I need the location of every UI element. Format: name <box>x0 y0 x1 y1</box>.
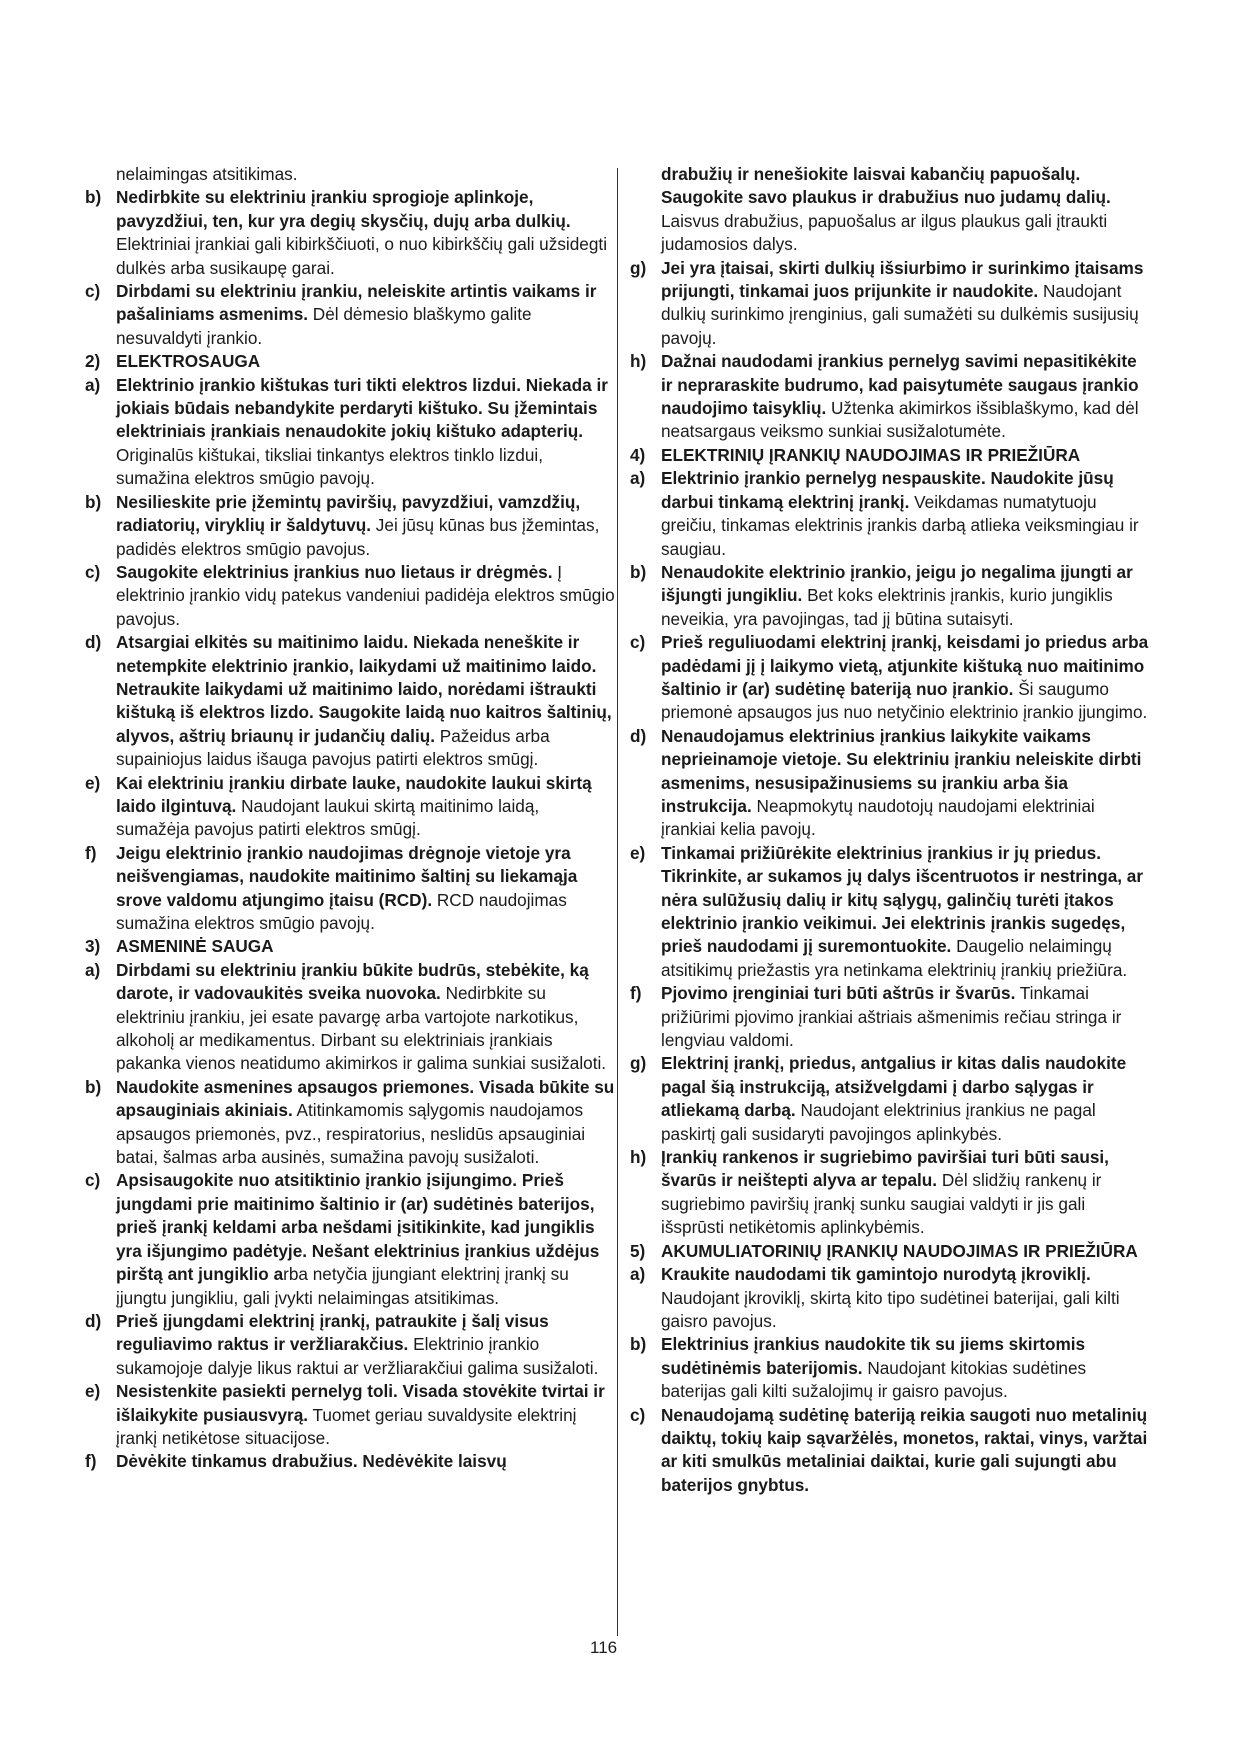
list-item <box>85 772 615 842</box>
item-label: d) <box>85 632 102 653</box>
list-item <box>85 1380 615 1450</box>
item-text: Elektrinio įrankio sukamojoje dalyje likus raktui ar veržliarakčiui galima susižaloti. <box>116 1334 599 1378</box>
list-item <box>85 842 615 936</box>
item-bold-text: Dėvėkite tinkamus drabužius. Nedėvėkite laisvų <box>116 1451 507 1472</box>
item-label: e) <box>85 1381 101 1402</box>
section-3-items-cont <box>630 257 1150 444</box>
item-label: c) <box>85 561 101 582</box>
item-label: b) <box>630 1334 647 1355</box>
item-text: Originalūs kištukai, tiksliai tinkantys elektros tinklo lizdui, sumažina elektros smūgio pavojų. <box>116 444 543 489</box>
item-label: c) <box>85 281 101 302</box>
item-text: Naudojant dulkių surinkimo įrenginius, gali sumažėti su dulkėmis susijusių pavojų. <box>661 281 1139 348</box>
section-5-heading: 5) AKUMULIATORINIŲ ĮRANKIŲ NAUDOJIMAS IR PRIEŽIŪRA <box>630 1240 1138 1261</box>
item-text: Bet koks elektrinis įrankis, kurio jungiklis neveikia, yra pavojingas, tad jį būtina sutaisyti. <box>661 585 1113 629</box>
item-label: d) <box>630 725 647 746</box>
item-label: c) <box>630 1404 646 1425</box>
column-divider <box>617 168 618 1636</box>
item-bold-text: Nedirbkite su elektriniu įrankiu sprogioje aplinkoje, pavyzdžiui, ten, kur yra degių skysčių, dujų arba dulkių. <box>116 187 571 231</box>
list-item <box>85 280 615 350</box>
item-label: h) <box>630 351 647 372</box>
list-item <box>85 1310 615 1380</box>
item-text: Naudojant įkroviklį, skirtą kito tipo sudėtinei baterijai, gali kilti gaisro pavojus. <box>661 1287 1120 1331</box>
item-text: Tuomet geriau suvaldysite elektrinį įrankį netikėtose situacijose. <box>116 1404 577 1448</box>
section-4-heading: 4) ELEKTRINIŲ ĮRANKIŲ NAUDOJIMAS IR PRIEŽIŪRA <box>630 444 1081 465</box>
list-item <box>630 467 1150 561</box>
list-item <box>630 725 1150 842</box>
item-bold-text: Atsargiai elkitės su maitinimo laidu. Niekada neneškite ir netempkite elektrinio įrankio, laikydami už maitinimo laido. Netraukite laikydami už maitinimo laido, norėdami ištraukti kištuką iš elektros lizdo. Saugokite laidą nuo kaitros šaltinių, alyvos, aštrių briaunų ir judančių dalių. <box>116 632 612 746</box>
left-column <box>85 163 615 1474</box>
list-item <box>85 631 615 771</box>
item-label: f) <box>85 1451 97 1472</box>
item-label: e) <box>630 842 646 863</box>
item-text: Naudojant laukui skirtą maitinimo laidą, sumažėja pavojus patirti elektros smūgį. <box>116 795 540 840</box>
item-text: Ši saugumo priemonė apsaugos jus nuo netyčinio elektrinio įrankio įjungimo. <box>661 678 1148 723</box>
item-label: f) <box>630 983 642 1004</box>
list-item <box>630 1263 1150 1333</box>
item-text: Jei jūsų kūnas bus įžemintas, padidės elektros smūgio pavojus. <box>116 515 600 559</box>
item-label: f) <box>85 842 97 863</box>
continued-text: drabužių ir nenešiokite laisvai kabančių papuošalų. Saugokite savo plaukus ir drabužius nuo judamų dalių. Laisvus drabužius, papuošalus ar ilgus plaukus gali įtraukti judamosios dalys. <box>661 164 1111 255</box>
item-text: Dėl slidžių rankenų ir sugriebimo paviršių įrankį sunku saugiai valdyti ir jis gali išsprūsti netikėtomis aplinkybėmis. <box>661 1170 1102 1238</box>
item-text: Užtenka akimirkos išsiblaškymo, kad dėl neatsargaus veiksmo sunkiai susižalotumėte. <box>661 398 1139 442</box>
item-text: Neapmokytų naudotojų naudojami elektriniai įrankiai kelia pavojų. <box>661 795 1095 840</box>
right-column <box>630 163 1150 1497</box>
item-bold-text: Pjovimo įrenginiai turi būti aštrūs ir švarūs. <box>661 983 1016 1004</box>
item-text: RCD naudojimas sumažina elektros smūgio pavojų. <box>116 889 567 933</box>
list-item <box>630 982 1150 1052</box>
item-bold-text: Kraukite naudodami tik gamintojo nurodytą įkroviklį. <box>661 1264 1091 1285</box>
item-bold-text: Nesistenkite pasiekti pernelyg toli. Visada stovėkite tvirtai ir išlaikykite pusiausvyrą. <box>116 1381 605 1425</box>
item-text: Naudojant elektrinius įrankius ne pagal paskirtį gali susidaryti pavojingos aplinkybės. <box>661 1100 1096 1144</box>
item-text: Elektriniai įrankiai gali kibirkščiuoti, o nuo kibirkščių gali užsidegti dulkės arba susikaupę garai. <box>116 234 608 278</box>
item-bold-text: Dirbdami su elektriniu įrankiu būkite budrūs, stebėkite, ką darote, ir vadovaukitės sveika nuovoka. <box>116 959 589 1004</box>
item-text: Tinkamai prižiūrimi pjovimo įrankiai aštriais ašmenimis rečiau stringa ir lengviau valdomi. <box>661 983 1122 1051</box>
item-bold-text: Elektrinius įrankius naudokite tik su jiems skirtomis sudėtinėmis baterijomis. <box>661 1334 1086 1378</box>
item-bold-text: Naudokite asmenines apsaugos priemones. Visada būkite su apsauginiais akiniais. <box>116 1076 615 1121</box>
list-item <box>85 491 615 561</box>
item-bold-text: Nesilieskite prie įžemintų paviršių, pavyzdžiui, vamzdžių, radiatorių, viryklių ir šaldytuvų. <box>116 491 581 536</box>
section-2-items <box>85 374 615 936</box>
section-3-items <box>85 959 615 1474</box>
item-text: Nedirbkite su elektriniu įrankiu, jei esate pavargę arba vartojote narkotikus, alkoholį ar medikamentus. Dirbant su elektriniais įrankiais pakanka vienos neatidumo akimirkos ir galima sunkiai susižaloti. <box>116 983 607 1074</box>
section-1-items <box>85 186 615 350</box>
item-text: Daugelio nelaimingų atsitikimų priežastis yra netinkama elektrinių įrankių priežiūra. <box>661 936 1128 980</box>
item-bold-text: Elektrinį įrankį, priedus, antgalius ir kitas dalis naudokite pagal šią instrukciją, atsižvelgdami į darbo sąlygas ir atliekamą darbą. <box>661 1053 1127 1121</box>
item-bold-text: Nenaudojamus elektrinius įrankius laikykite vaikams neprieinamoje vietoje. Su elektriniu įrankiu neleiskite dirbti asmenims, nesusipažinusiems su įrankiu arba šia instrukcija. <box>661 725 1142 816</box>
item-bold-text: Nenaudokite elektrinio įrankio, jeigu jo negalima įjungti ar išjungti jungikliu. <box>661 561 1133 606</box>
item-text: Naudojant kitokias sudėtines baterijas gali kilti sužalojimų ir gaisro pavojus. <box>661 1357 1087 1402</box>
list-item <box>630 561 1150 631</box>
item-label: d) <box>85 1310 102 1331</box>
item-bold-text: Prieš reguliuodami elektrinį įrankį, keisdami jo priedus arba padėdami jį į laikymo vietą, atjunkite kištuką nuo maitinimo šaltinio ir (ar) sudėtinę bateriją nuo įrankio. <box>661 632 1149 699</box>
list-item <box>85 959 615 1076</box>
item-bold-text: Jeigu elektrinio įrankio naudojimas drėgnoje vietoje yra neišvengiamas, naudokite maitinimo šaltinį su liekamąja srove valdomu atjungimo įtaisu (RCD). <box>116 842 578 910</box>
item-label: a) <box>85 374 101 395</box>
item-bold-text: Nenaudojamą sudėtinę bateriją reikia saugoti nuo metalinių daiktų, tokių kaip sąvaržėlės, monetos, raktai, vinys, varžtai ar kiti smulkūs metaliniai daiktai, kurie gali sujungti abu baterijos gnybtus. <box>661 1404 1148 1495</box>
list-item <box>630 1333 1150 1403</box>
section-2-heading: 2) ELEKTROSAUGA <box>85 351 261 372</box>
list-item <box>85 374 615 491</box>
section-3-heading: 3) ASMENINĖ SAUGA <box>85 936 274 957</box>
list-item <box>630 1146 1150 1240</box>
item-label: a) <box>630 468 646 489</box>
item-text: Dėl dėmesio blaškymo galite nesuvaldyti įrankio. <box>116 304 532 348</box>
list-item <box>85 186 615 280</box>
item-label: g) <box>630 1053 647 1074</box>
item-label: a) <box>85 959 101 980</box>
item-text: rba netyčia įjungiant elektrinį įrankį su įjungtu jungikliu, gali įvykti nelaimingas atsitikimas. <box>116 1264 569 1308</box>
list-item <box>85 561 615 631</box>
section-4-items <box>630 467 1150 1239</box>
item-bold-text: Dažnai naudodami įrankius pernelyg savimi nepasitikėkite ir nepraraskite budrumo, kad paisytumėte saugaus įrankio naudojimo taisyklių. <box>661 351 1139 419</box>
list-item <box>630 350 1150 444</box>
item-bold-text: Tinkamai prižiūrėkite elektrinius įrankius ir jų priedus. Tikrinkite, ar sukamos jų dalys išcentruotos ir nestringa, ar nėra sulūžusių dalių ir kitų sąlygų, galinčių turėti įtakos elektrinio įrankio veikimui. Jei elektrinis įrankis sugedęs, prieš naudodami jį suremontuokite. <box>661 842 1144 957</box>
item-label: h) <box>630 1147 647 1168</box>
list-item <box>85 1169 615 1309</box>
item-bold-text: Kai elektriniu įrankiu dirbate lauke, naudokite laukui skirtą laido ilgintuvą. <box>116 772 592 816</box>
item-label: g) <box>630 257 647 278</box>
item-label: e) <box>85 772 101 793</box>
item-text: Veikdamas numatytuoju greičiu, tinkamas elektrinis įrankis darbą atlieka veiksmingiau ir saugiau. <box>661 491 1139 559</box>
list-item <box>630 257 1150 351</box>
list-item <box>630 631 1150 725</box>
list-item <box>85 1076 615 1170</box>
item-bold-text: Elektrinio įrankio kištukas turi tikti elektros lizdui. Niekada ir jokiais būdais nebandykite perdaryti kištuko. Su įžemintais elektriniais įrankiais nenaudokite jokių kištuko adapterių. <box>116 374 608 442</box>
continued-text: nelaimingas atsitikimas. <box>116 164 298 184</box>
section-5-items <box>630 1263 1150 1497</box>
item-label: c) <box>85 1170 101 1191</box>
item-text: Pažeidus arba supainiojus laidus išauga pavojus patirti elektros smūgį. <box>116 725 550 770</box>
list-item <box>630 1404 1150 1498</box>
item-label: b) <box>85 1076 102 1097</box>
item-bold-text: Apsisaugokite nuo atsitiktinio įrankio įsijungimo. Prieš jungdami prie maitinimo šaltinio ir (ar) sudėtinės baterijos, prieš įrankį keldami arba nešdami įsitikinkite, kad jungiklis yra išjungimo padėtyje. Nešant elektrinius įrankius uždėjus pirštą ant jungiklio a <box>116 1170 600 1285</box>
item-label: b) <box>630 561 647 582</box>
list-item <box>630 842 1150 982</box>
page-number: 116 <box>590 1638 618 1657</box>
item-label: b) <box>85 491 102 512</box>
item-bold-text: Elektrinio įrankio pernelyg nespauskite. Naudokite jūsų darbui tinkamą elektrinį įrankį. <box>661 468 1114 512</box>
list-item <box>85 1450 615 1473</box>
item-bold-text: Įrankių rankenos ir sugriebimo paviršiai turi būti sausi, švarūs ir neištepti alyva ar tepalu. <box>661 1147 1109 1191</box>
item-text: Į elektrinio įrankio vidų patekus vandeniui padidėja elektros smūgio pavojus. <box>116 561 615 629</box>
item-text: Atitinkamomis sąlygomis naudojamos apsaugos priemonės, pvz., respiratorius, neslidūs apsauginiai batai, šalmas arba ausinės, sumažina pavojų susižaloti. <box>116 1100 586 1168</box>
item-bold-text: Jei yra įtaisai, skirti dulkių išsiurbimo ir surinkimo įtaisams prijungti, tinkamai juos prijunkite ir naudokite. <box>661 257 1144 302</box>
item-label: c) <box>630 632 646 653</box>
item-bold-text: Dirbdami su elektriniu įrankiu, neleiskite artintis vaikams ir pašaliniams asmenims. <box>116 281 597 325</box>
item-label: b) <box>85 187 102 208</box>
item-bold-text: Saugokite elektrinius įrankius nuo lietaus ir drėgmės. <box>116 561 553 582</box>
list-item <box>630 1052 1150 1146</box>
item-bold-text: Prieš įjungdami elektrinį įrankį, patraukite į šalį visus reguliavimo raktus ir veržliarakčius. <box>116 1310 549 1355</box>
item-label: a) <box>630 1264 646 1285</box>
